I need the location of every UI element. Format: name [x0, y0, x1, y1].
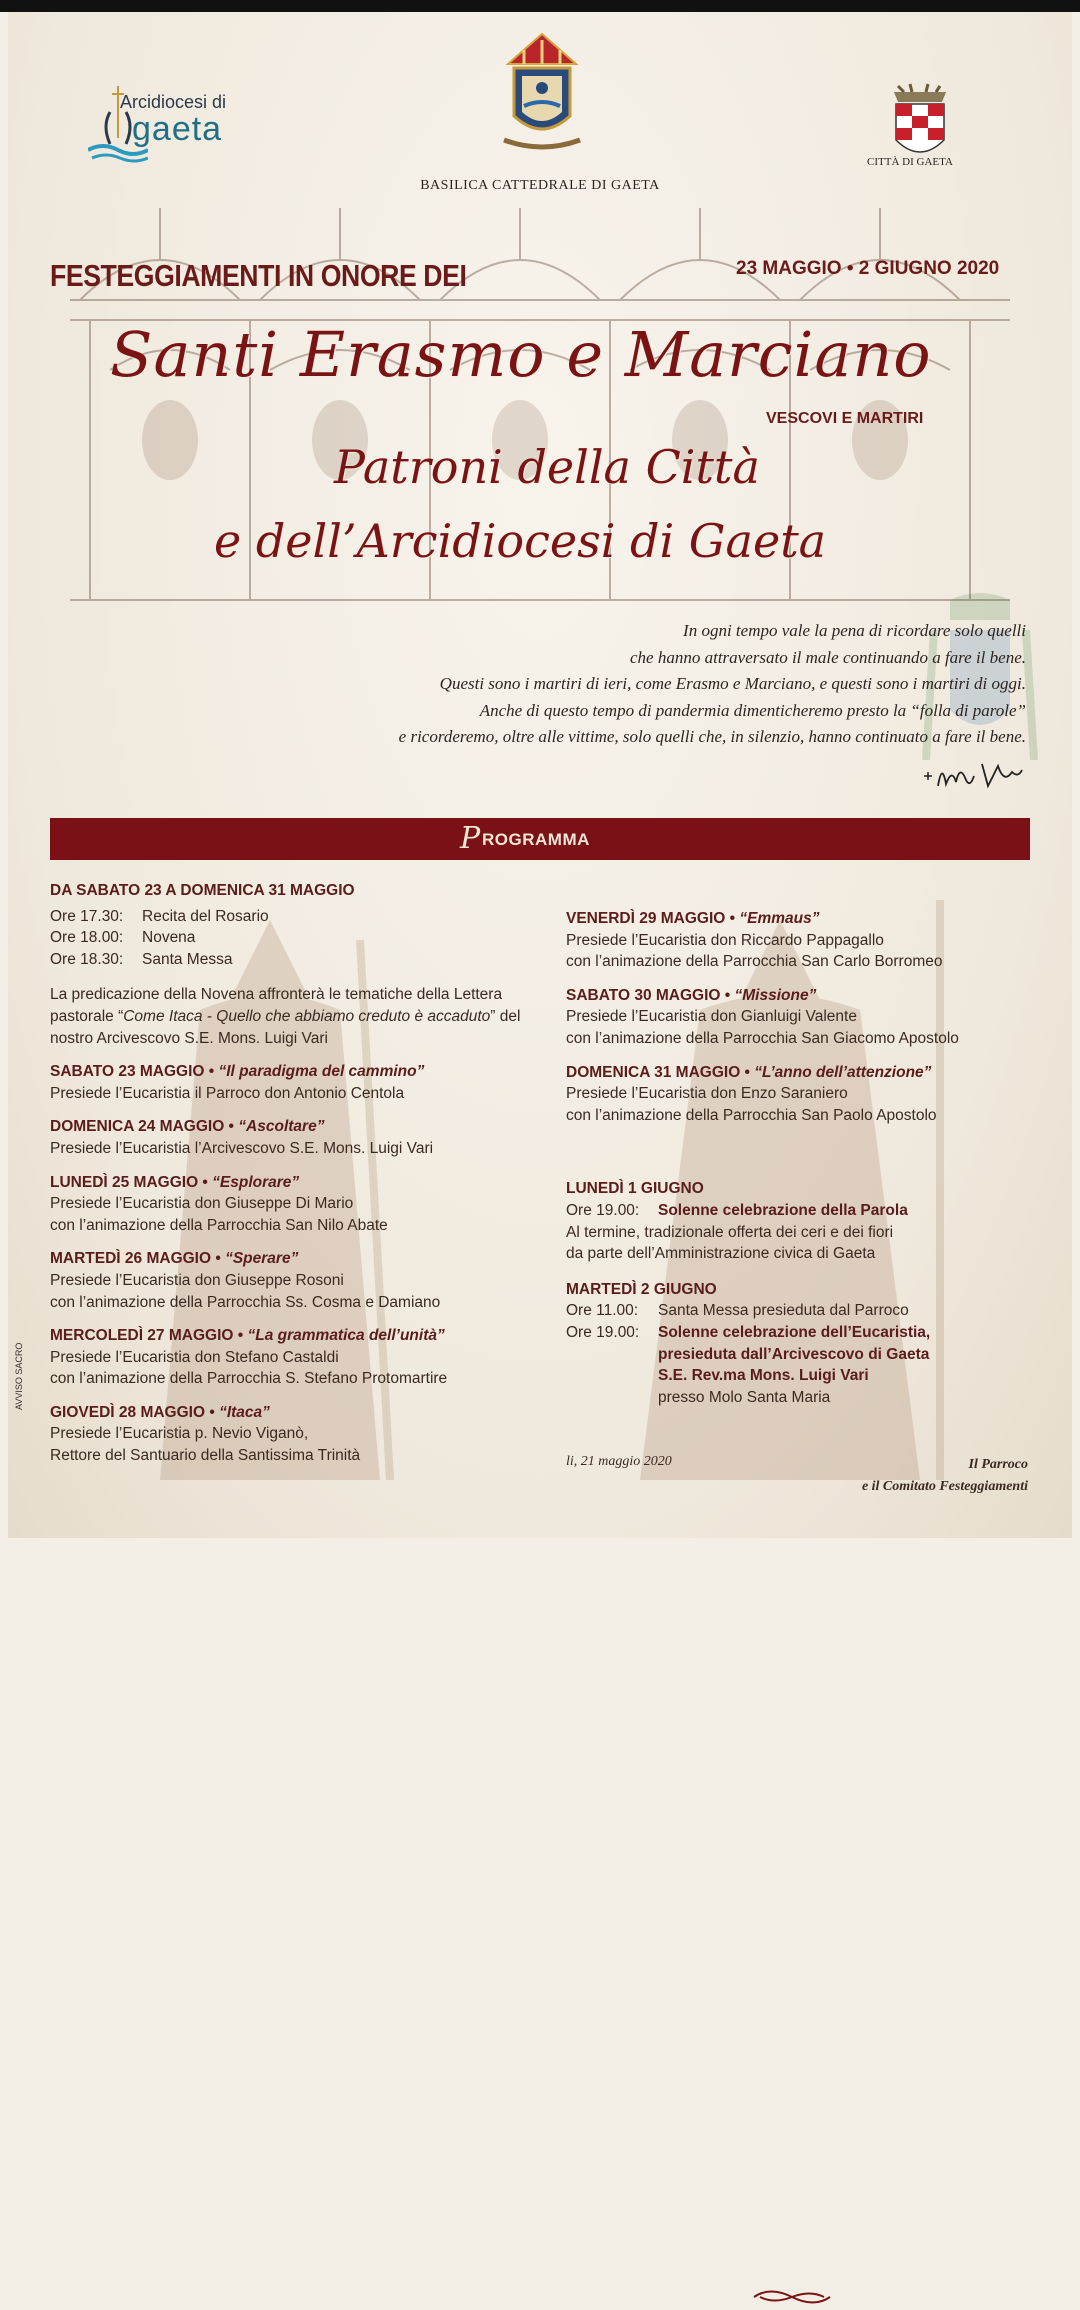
daily-item [50, 906, 550, 928]
day-date: MARTEDÌ 26 MAGGIO • [50, 1250, 226, 1268]
citta-label: CITTÀ DI GAETA [867, 156, 953, 168]
top-bar [0, 0, 1080, 12]
day-line: Presiede l’Eucaristia don Giuseppe Rosoni [50, 1271, 344, 1289]
day-line: con l’animazione della Parrocchia San Nilo Abate [50, 1216, 388, 1234]
quote-line: In ogni tempo vale la pena di ricordare solo quelli [683, 621, 1026, 640]
comitato-label: e il Comitato Festeggiamenti [861, 1479, 1028, 1494]
day-heading [566, 908, 1036, 930]
daily-text: Santa Messa [142, 950, 233, 968]
event-time: Ore 19.00: [566, 1323, 640, 1341]
day-date: MERCOLEDÌ 27 MAGGIO • [50, 1327, 248, 1345]
pastoral-quote [240, 618, 1026, 751]
day-theme: “Esplorare” [212, 1173, 300, 1191]
event-place: presso Molo Santa Maria [658, 1388, 831, 1406]
day-date: GIOVEDÌ 28 MAGGIO • [50, 1403, 220, 1421]
santi-title: Santi Erasmo e Marciano [110, 318, 932, 391]
arcidiocesi-label: Arcidiocesi di [120, 92, 227, 112]
day-heading [50, 1172, 550, 1194]
event-title: Solenne celebrazione dell’Eucaristia, [658, 1323, 931, 1341]
event-time: Ore 11.00: [566, 1302, 639, 1320]
day-heading [50, 1402, 550, 1424]
arcidiocesi-title: e dell’Arcidiocesi di Gaeta [214, 514, 827, 568]
daily-time: Ore 18.30: [50, 950, 124, 968]
basilica-label: BASILICA CATTEDRALE DI GAETA [420, 178, 660, 193]
day-date: DOMENICA 24 MAGGIO • [50, 1118, 239, 1136]
day-block [50, 1172, 550, 1237]
daily-text: Novena [142, 929, 196, 947]
day-heading: MARTEDÌ 2 GIUGNO [566, 1280, 717, 1298]
day-heading [566, 985, 1036, 1007]
program-right-column [566, 908, 1036, 1420]
day-date: LUNEDÌ 25 MAGGIO • [50, 1173, 213, 1191]
citta-di-gaeta-crest-icon [880, 78, 960, 168]
day-line: Presiede l’Eucaristia don Riccardo Pappagallo [566, 931, 884, 949]
day-line: con l’animazione della Parrocchia San Paolo Apostolo [566, 1106, 937, 1124]
programma-initial: P [460, 821, 481, 856]
day-block [566, 985, 1036, 1050]
range-heading: DA SABATO 23 A DOMENICA 31 MAGGIO [50, 882, 355, 899]
day-line: con l’animazione della Parrocchia S. Stefano Protomartire [50, 1370, 448, 1388]
day-heading [50, 1325, 550, 1347]
day-line: con l’animazione della Parrocchia Ss. Cosma e Damiano [50, 1293, 441, 1311]
day-line: con l’animazione della Parrocchia San Giacomo Apostolo [566, 1029, 959, 1047]
daily-text: Recita del Rosario [142, 907, 269, 925]
day-theme: “L’anno dell’attenzione” [754, 1063, 932, 1081]
day-block [50, 1116, 550, 1159]
day-block [566, 908, 1036, 973]
gaeta-label: gaeta [132, 110, 223, 148]
patroni-title: Patroni della Città [334, 440, 760, 494]
event-title: Solenne celebrazione della Parola [658, 1201, 908, 1219]
martedi-block [566, 1279, 1036, 1409]
day-line: con l’animazione della Parrocchia San Carlo Borromeo [566, 953, 943, 971]
predicazione-note [50, 984, 550, 1049]
daily-item [50, 949, 550, 971]
day-heading: LUNEDÌ 1 GIUGNO [566, 1180, 704, 1198]
day-line: Rettore del Santuario della Santissima Trinità [50, 1447, 361, 1465]
event-title: Santa Messa presieduta dal Parroco [658, 1302, 909, 1320]
festeggiamenti-heading: FESTEGGIAMENTI IN ONORE DEI [50, 258, 467, 293]
day-block [50, 1325, 550, 1390]
daily-time: Ore 18.00: [50, 929, 124, 947]
day-block [566, 1062, 1036, 1127]
day-line: Presiede l’Eucaristia don Enzo Saraniero [566, 1085, 848, 1103]
day-line: Presiede l’Eucaristia don Stefano Castaldi [50, 1348, 339, 1366]
day-date: DOMENICA 31 MAGGIO • [566, 1063, 755, 1081]
day-date: SABATO 30 MAGGIO • [566, 986, 735, 1004]
daily-time: Ore 17.30: [50, 907, 124, 925]
basilica-crest-icon [494, 30, 590, 160]
issue-date: li, 21 maggio 2020 [566, 1454, 672, 1469]
programma-banner [50, 818, 1030, 860]
arcidiocesi-logo [88, 78, 268, 168]
quote-line: Questi sono i martiri di ieri, come Erasmo e Marciano, e questi sono i martiri di oggi. [439, 674, 1026, 693]
ornament-divider-icon [750, 2284, 834, 2310]
day-date: VENERDÌ 29 MAGGIO • [566, 910, 740, 927]
vescovi-subtitle: VESCOVI E MARTIRI [766, 410, 924, 427]
event-line: da parte dell’Amministrazione civica di Gaeta [566, 1245, 876, 1263]
day-theme: “Il paradigma del cammino” [218, 1063, 425, 1081]
footer-signature [790, 1454, 1028, 1498]
day-line: Presiede l’Eucaristia p. Nevio Viganò, [50, 1425, 309, 1443]
program-left-column [50, 880, 550, 1479]
day-theme: “Sperare” [225, 1250, 299, 1268]
day-line: Presiede l’Eucaristia don Giuseppe Di Mario [50, 1195, 354, 1213]
lunedi-block [566, 1178, 1036, 1264]
event-title: S.E. Rev.ma Mons. Luigi Vari [658, 1367, 869, 1385]
day-theme: “Ascoltare” [238, 1118, 325, 1136]
day-line: Presiede l’Eucaristia don Gianluigi Valente [566, 1008, 857, 1026]
predicazione-text: La predicazione della Novena affronterà le tematiche della Lettera pastorale “ [50, 986, 503, 1025]
lettera-pastorale-title: Come Itaca - Quello che abbiamo creduto è accaduto [123, 1007, 491, 1025]
quote-line: che hanno attraversato il male continuando a fare il bene. [630, 647, 1026, 667]
event-line: Al termine, tradizionale offerta dei ceri e dei fiori [566, 1223, 894, 1241]
day-heading [50, 1061, 550, 1083]
daily-item [50, 927, 550, 949]
programma-label: ROGRAMMA [482, 830, 590, 849]
predicazione-text: ” del nostro Arcivescovo S.E. Mons. Luigi Vari [50, 1007, 521, 1047]
quote-line: Anche di questo tempo di pandermia dimenticheremo presto la “folla di parole” [479, 700, 1026, 720]
day-heading [50, 1248, 550, 1270]
event-time: Ore 19.00: [566, 1201, 640, 1219]
parroco-label: Il Parroco [968, 1457, 1028, 1472]
event-dates: 23 MAGGIO • 2 GIUGNO 2020 [736, 258, 1000, 279]
day-line: Presiede l’Eucaristia il Parroco don Antonio Centola [50, 1084, 405, 1102]
day-block [50, 1061, 550, 1104]
day-block [50, 1248, 550, 1313]
day-theme: “La grammatica dell’unità” [247, 1327, 445, 1345]
event-title: presieduta dall’Arcivescovo di Gaeta [658, 1345, 930, 1363]
day-block [50, 1402, 550, 1467]
quote-line: e ricorderemo, oltre alle vittime, solo quelli che, in silenzio, hanno continuato a fare il bene. [398, 727, 1026, 746]
day-line: Presiede l’Eucaristia l’Arcivescovo S.E. Mons. Luigi Vari [50, 1139, 434, 1157]
day-theme: “Itaca” [219, 1403, 270, 1421]
day-heading [566, 1062, 1036, 1084]
day-date: SABATO 23 MAGGIO • [50, 1063, 219, 1081]
archbishop-signature [918, 758, 1028, 794]
day-heading [50, 1116, 550, 1138]
day-theme: “Missione” [734, 986, 817, 1004]
avviso-sacro-label: AVVISO SACRO [14, 1342, 24, 1410]
day-theme: “Emmaus” [739, 910, 820, 927]
